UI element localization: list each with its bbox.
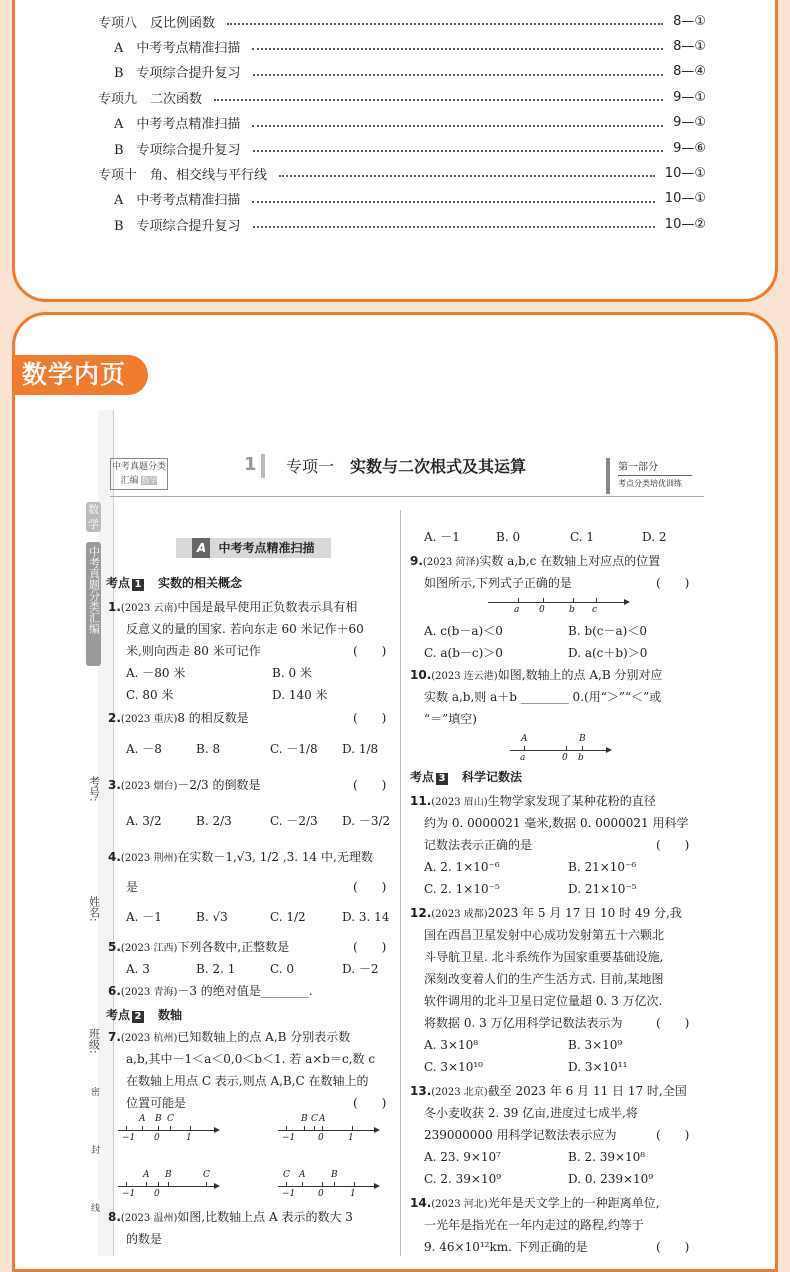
q11-line3: 记数法表示正确的是 [424, 838, 533, 852]
number-line [278, 1186, 378, 1187]
number-line-point: B [165, 1170, 172, 1180]
q12-opt-c: C. 3×10¹⁰ [424, 1060, 483, 1074]
number-line [278, 1130, 378, 1131]
number-line-tick [170, 1126, 171, 1131]
toc-row-label: B 专项综合提升复习 [114, 142, 241, 158]
q2-opt-c: C. －1/8 [270, 742, 318, 756]
answer-paren: ( ) [656, 1128, 690, 1142]
arrow-icon [214, 1183, 220, 1189]
side-label-name: 姓名: [87, 896, 101, 922]
number-line-tick [573, 598, 574, 603]
number-line-label: −1 [282, 1189, 296, 1199]
header-bar [261, 454, 265, 478]
number-line-tick [314, 1126, 315, 1131]
q4-line1: 4.(2023 荆州)在实数－1,√3, 1/2 ,3. 14 中,无理数 [108, 850, 373, 864]
toc-row-label: 专项十 角、相交线与平行线 [98, 167, 268, 183]
q3-opt-a: A. 3/2 [126, 814, 162, 828]
number-line-point: B [331, 1170, 338, 1180]
side-cut-3: 线 [90, 1204, 100, 1214]
number-line-tick [304, 1126, 305, 1131]
number-line-point: C [283, 1170, 290, 1180]
toc-row-page: 10—① [664, 191, 706, 207]
header-part-title: 第一部分 [618, 462, 658, 473]
binding-strip [98, 410, 114, 1256]
answer-paren: ( ) [353, 940, 387, 954]
number-line-tick [142, 1126, 143, 1131]
q11-opt-c: C. 2. 1×10⁻⁵ [424, 882, 500, 896]
toc-row-page: 10—② [664, 216, 706, 232]
q4-line2: 是 [126, 880, 139, 894]
toc-row[interactable] [114, 137, 706, 159]
number-line-label: a [520, 753, 526, 763]
q12-opt-a: A. 3×10⁸ [424, 1038, 479, 1052]
toc-leader [252, 125, 663, 127]
q8-line1: 8.(2023 温州)如图,比数轴上点 A 表示的数大 3 [108, 1210, 353, 1224]
number-line-tick [302, 1182, 303, 1187]
number-line [118, 1130, 218, 1131]
number-line-point: C [311, 1114, 318, 1124]
number-line-label: c [592, 605, 598, 615]
toc-row[interactable] [114, 35, 706, 57]
q9-opt-c: C. a(b－c)＞0 [424, 646, 503, 660]
header-page-number: 1 [244, 454, 257, 475]
arrow-icon [374, 1127, 380, 1133]
q1-line3: 米,则向西走 80 米可记作 [126, 644, 261, 658]
number-line-label: 0 [154, 1133, 160, 1143]
q1-opt-c: C. 80 米 [126, 688, 174, 702]
number-line-tick [126, 1182, 127, 1187]
answer-paren: ( ) [656, 576, 690, 590]
q10-line1: 10.(2023 连云港)如图,数轴上的点 A,B 分别对应 [410, 668, 663, 682]
toc-leader [279, 175, 655, 177]
q11-opt-b: B. 21×10⁻⁶ [568, 860, 637, 874]
q3-opt-d: D. －3/2 [342, 814, 391, 828]
toc-row-label: 专项八 反比例函数 [98, 15, 216, 31]
side-cut-1: 密 [90, 1088, 100, 1098]
toc-row[interactable] [98, 162, 706, 184]
q4-opt-b: B. √3 [196, 910, 228, 924]
q8-opt-b: B. 0 [496, 530, 521, 544]
toc-row[interactable] [114, 61, 706, 83]
number-line-tick [566, 746, 567, 751]
number-line-label: a [514, 605, 520, 615]
q11-line1: 11.(2023 眉山)生物学家发现了某种花粉的直径 [410, 794, 656, 808]
toc-row[interactable] [98, 10, 706, 32]
q8-line2: 的数是 [126, 1232, 163, 1246]
toc-row-label: B 专项综合提升复习 [114, 66, 241, 82]
q2-opt-d: D. 1/8 [342, 742, 379, 756]
q9-line2: 如图所示,下列式子正确的是 [424, 576, 572, 590]
q14-line1: 14.(2023 河北)光年是天文学上的一种距离单位, [410, 1196, 660, 1210]
q5-opt-a: A. 3 [126, 962, 150, 976]
q7-line1: 7.(2023 杭州)已知数轴上的点 A,B 分别表示数 [108, 1030, 351, 1044]
q12-line2: 国在西昌卫星发射中心成功发射第五十六颗北 [424, 928, 665, 942]
q5-line1: 5.(2023 江西)下列各数中,正整数是 [108, 940, 290, 954]
q8-opt-c: C. 1 [570, 530, 595, 544]
toc-row-label: 专项九 二次函数 [98, 91, 203, 107]
toc-row-page: 8—① [673, 13, 706, 29]
q10-line3: “＝”填空) [424, 712, 477, 726]
answer-paren: ( ) [353, 1096, 387, 1110]
number-line [510, 750, 610, 751]
number-line-label: 0 [539, 605, 545, 615]
number-line-tick [146, 1182, 147, 1187]
number-line-tick [322, 1126, 323, 1131]
number-line-tick [596, 598, 597, 603]
q10-line2: 实数 a,b,则 a＋b ________ 0.(用“＞”“＜”或 [424, 690, 662, 704]
number-line-label: −1 [122, 1189, 136, 1199]
section-badge: 数学内页 [14, 355, 148, 395]
number-line-label: 1 [186, 1133, 192, 1143]
q13-opt-c: C. 2. 39×10⁹ [424, 1172, 502, 1186]
number-line-label: 0 [562, 753, 568, 763]
number-line-tick [286, 1182, 287, 1187]
number-line-point: B [579, 734, 586, 744]
textbook-page [87, 410, 718, 1256]
toc-leader [252, 48, 663, 50]
number-line-point: B [301, 1114, 308, 1124]
q7-line4: 位置可能是 [126, 1096, 187, 1110]
side-cut-2: 封 [90, 1146, 100, 1156]
q12-opt-d: D. 3×10¹¹ [568, 1060, 628, 1074]
number-line-point: A [521, 734, 528, 744]
toc-row-label: A 中考考点精准扫描 [114, 117, 241, 133]
answer-paren: ( ) [353, 644, 387, 658]
toc-cut-line [98, 0, 706, 4]
q9-line1: 9.(2023 菏泽)实数 a,b,c 在数轴上对应点的位置 [410, 554, 661, 568]
side-label-id: 考号: [87, 776, 101, 802]
arrow-icon [374, 1183, 380, 1189]
q2-line1: 2.(2023 重庆)8 的相反数是 [108, 711, 249, 725]
header-title: 专项一 实数与二次根式及其运算 [286, 457, 527, 476]
kp3-heading: 考点 3 科学记数法 [410, 770, 523, 784]
header-rule [110, 496, 704, 497]
q8-opt-a: A. －1 [424, 530, 460, 544]
q11-opt-d: D. 21×10⁻⁵ [568, 882, 637, 896]
q5-opt-c: C. 0 [270, 962, 295, 976]
q2-opt-b: B. 8 [196, 742, 221, 756]
number-line-label: −1 [282, 1133, 296, 1143]
q1-line1: 1.(2023 云南)中国是最早使用正负数表示具有相 [108, 600, 358, 614]
number-line-label: −1 [122, 1133, 136, 1143]
number-line-tick [524, 746, 525, 751]
q1-opt-b: B. 0 米 [272, 666, 312, 680]
toc-row[interactable] [114, 213, 706, 235]
answer-paren: ( ) [353, 711, 387, 725]
q8-opt-d: D. 2 [642, 530, 667, 544]
header-part [606, 458, 692, 494]
number-line-tick [352, 1126, 353, 1131]
toc-leader [227, 23, 663, 25]
number-line-tick [322, 1182, 323, 1187]
q4-opt-a: A. －1 [126, 910, 162, 924]
q9-opt-a: A. c(b－a)＜0 [424, 624, 503, 638]
answer-paren: ( ) [353, 778, 387, 792]
number-line-point: A [139, 1114, 146, 1124]
q13-opt-d: D. 0. 239×10⁹ [568, 1172, 654, 1186]
q12-line1: 12.(2023 成都)2023 年 5 月 17 日 10 时 49 分,我 [410, 906, 682, 920]
number-line-label: 1 [350, 1189, 356, 1199]
toc-row-page: 9—① [673, 115, 706, 131]
toc-row-label: A 中考考点精准扫描 [114, 40, 241, 56]
q12-line6: 将数据 0. 3 万亿用科学记数法表示为 [424, 1016, 623, 1030]
kp1-heading: 考点 1 实数的相关概念 [106, 576, 243, 590]
number-line-label: 0 [318, 1189, 324, 1199]
number-line-tick [126, 1126, 127, 1131]
q9-opt-b: B. b(c－a)＜0 [568, 624, 648, 638]
q3-line1: 3.(2023 烟台)－2/3 的倒数是 [108, 778, 261, 792]
header-series-box: 中考真题分类汇编 数学 [110, 458, 168, 490]
number-line-point: C [167, 1114, 174, 1124]
toc-row-page: 9—⑥ [673, 140, 706, 156]
number-line-tick [354, 1182, 355, 1187]
q13-line3: 239000000 用科学记数法表示应为 [424, 1128, 617, 1142]
number-line-tick [582, 746, 583, 751]
number-line-label: 1 [348, 1133, 354, 1143]
q12-line3: 斗导航卫星. 北斗系统作为国家重要基础设施, [424, 950, 664, 964]
q3-opt-b: B. 2/3 [196, 814, 232, 828]
q5-opt-b: B. 2. 1 [196, 962, 236, 976]
q12-opt-b: B. 3×10⁹ [568, 1038, 623, 1052]
q5-opt-d: D. －2 [342, 962, 379, 976]
number-line-label: 0 [318, 1133, 324, 1143]
q14-line3: 9. 46×10¹²km. 下列正确的是 [424, 1240, 588, 1254]
number-line-tick [190, 1126, 191, 1131]
q7-line3: 在数轴上用点 C 表示,则点 A,B,C 在数轴上的 [126, 1074, 369, 1088]
answer-paren: ( ) [656, 1016, 690, 1030]
header-box-tag: 数学 [141, 476, 158, 485]
q12-line4: 深刻改变着人们的生产生活方式. 目前,某地图 [424, 972, 664, 986]
number-line-point: A [143, 1170, 150, 1180]
header-part-sub: 考点分类培优训练 [618, 475, 692, 489]
toc-leader [253, 150, 664, 152]
toc-leader [253, 226, 655, 228]
number-line-tick [543, 598, 544, 603]
q13-line2: 冬小麦收获 2. 39 亿亩,进度过七成半,将 [424, 1106, 638, 1120]
q11-opt-a: A. 2. 1×10⁻⁶ [424, 860, 500, 874]
number-line-tick [286, 1126, 287, 1131]
side-label-class: 班级: [87, 1028, 101, 1054]
number-line-tick [158, 1182, 159, 1187]
q2-opt-a: A. －8 [126, 742, 162, 756]
toc-row-label: A 中考考点精准扫描 [114, 193, 241, 209]
answer-paren: ( ) [353, 880, 387, 894]
side-title-tab: 中考真题分类汇编 [86, 542, 101, 666]
q4-opt-d: D. 3. 14 [342, 910, 390, 924]
toc-leader [253, 74, 664, 76]
arrow-icon [214, 1127, 220, 1133]
toc-leader [252, 201, 654, 203]
q3-opt-c: C. －2/3 [270, 814, 318, 828]
answer-paren: ( ) [656, 838, 690, 852]
number-line-point: C [203, 1170, 210, 1180]
number-line [488, 602, 628, 603]
toc-row-page: 9—① [673, 89, 706, 105]
side-subject-tab: 数学 [88, 503, 99, 531]
number-line-label: b [578, 753, 584, 763]
toc-row[interactable] [114, 112, 706, 134]
toc-row-label: B 专项综合提升复习 [114, 218, 241, 234]
number-line-point: A [319, 1114, 326, 1124]
q13-opt-a: A. 23. 9×10⁷ [424, 1150, 501, 1164]
arrow-icon [624, 599, 630, 605]
q12-line5: 软件调用的北斗卫星日定位量超 0. 3 万亿次. [424, 994, 663, 1008]
number-line-label: b [569, 605, 575, 615]
toc-row[interactable] [114, 188, 706, 210]
number-line-tick [168, 1182, 169, 1187]
q1-line2: 反意义的量的国家. 若向东走 60 米记作＋60 [126, 622, 364, 636]
number-line-tick [334, 1182, 335, 1187]
column-divider [400, 510, 401, 1256]
answer-paren: ( ) [656, 1240, 690, 1254]
q1-opt-a: A. －80 米 [126, 666, 186, 680]
number-line-tick [158, 1126, 159, 1131]
number-line-tick [206, 1182, 207, 1187]
section-banner: A 中考考点精准扫描 [176, 538, 331, 558]
toc-row[interactable] [98, 86, 706, 108]
q13-line1: 13.(2023 北京)截至 2023 年 6 月 11 日 17 时,全国 [410, 1084, 687, 1098]
q14-line2: 一光年是指光在一年内走过的路程,约等于 [424, 1218, 644, 1232]
number-line-label: 0 [154, 1189, 160, 1199]
q11-line2: 约为 0. 0000021 毫米,数据 0. 0000021 用科学 [424, 816, 689, 830]
kp2-heading: 考点 2 数轴 [106, 1008, 183, 1022]
toc-row-page: 8—① [673, 38, 706, 54]
toc-leader [214, 99, 663, 101]
number-line-point: A [299, 1170, 306, 1180]
q1-opt-d: D. 140 米 [272, 688, 328, 702]
number-line-tick [518, 598, 519, 603]
q9-opt-d: D. a(c＋b)＞0 [568, 646, 648, 660]
q4-opt-c: C. 1/2 [270, 910, 306, 924]
number-line-point: B [155, 1114, 162, 1124]
arrow-icon [606, 747, 612, 753]
q13-opt-b: B. 2. 39×10⁸ [568, 1150, 646, 1164]
q7-line2: a,b,其中－1＜a＜0,0＜b＜1. 若 a×b＝c,数 c [126, 1052, 376, 1066]
toc-row-page: 8—④ [673, 64, 706, 80]
q6-line1: 6.(2023 青海)－3 的绝对值是________. [108, 984, 313, 998]
toc-row-page: 10—① [664, 165, 706, 181]
